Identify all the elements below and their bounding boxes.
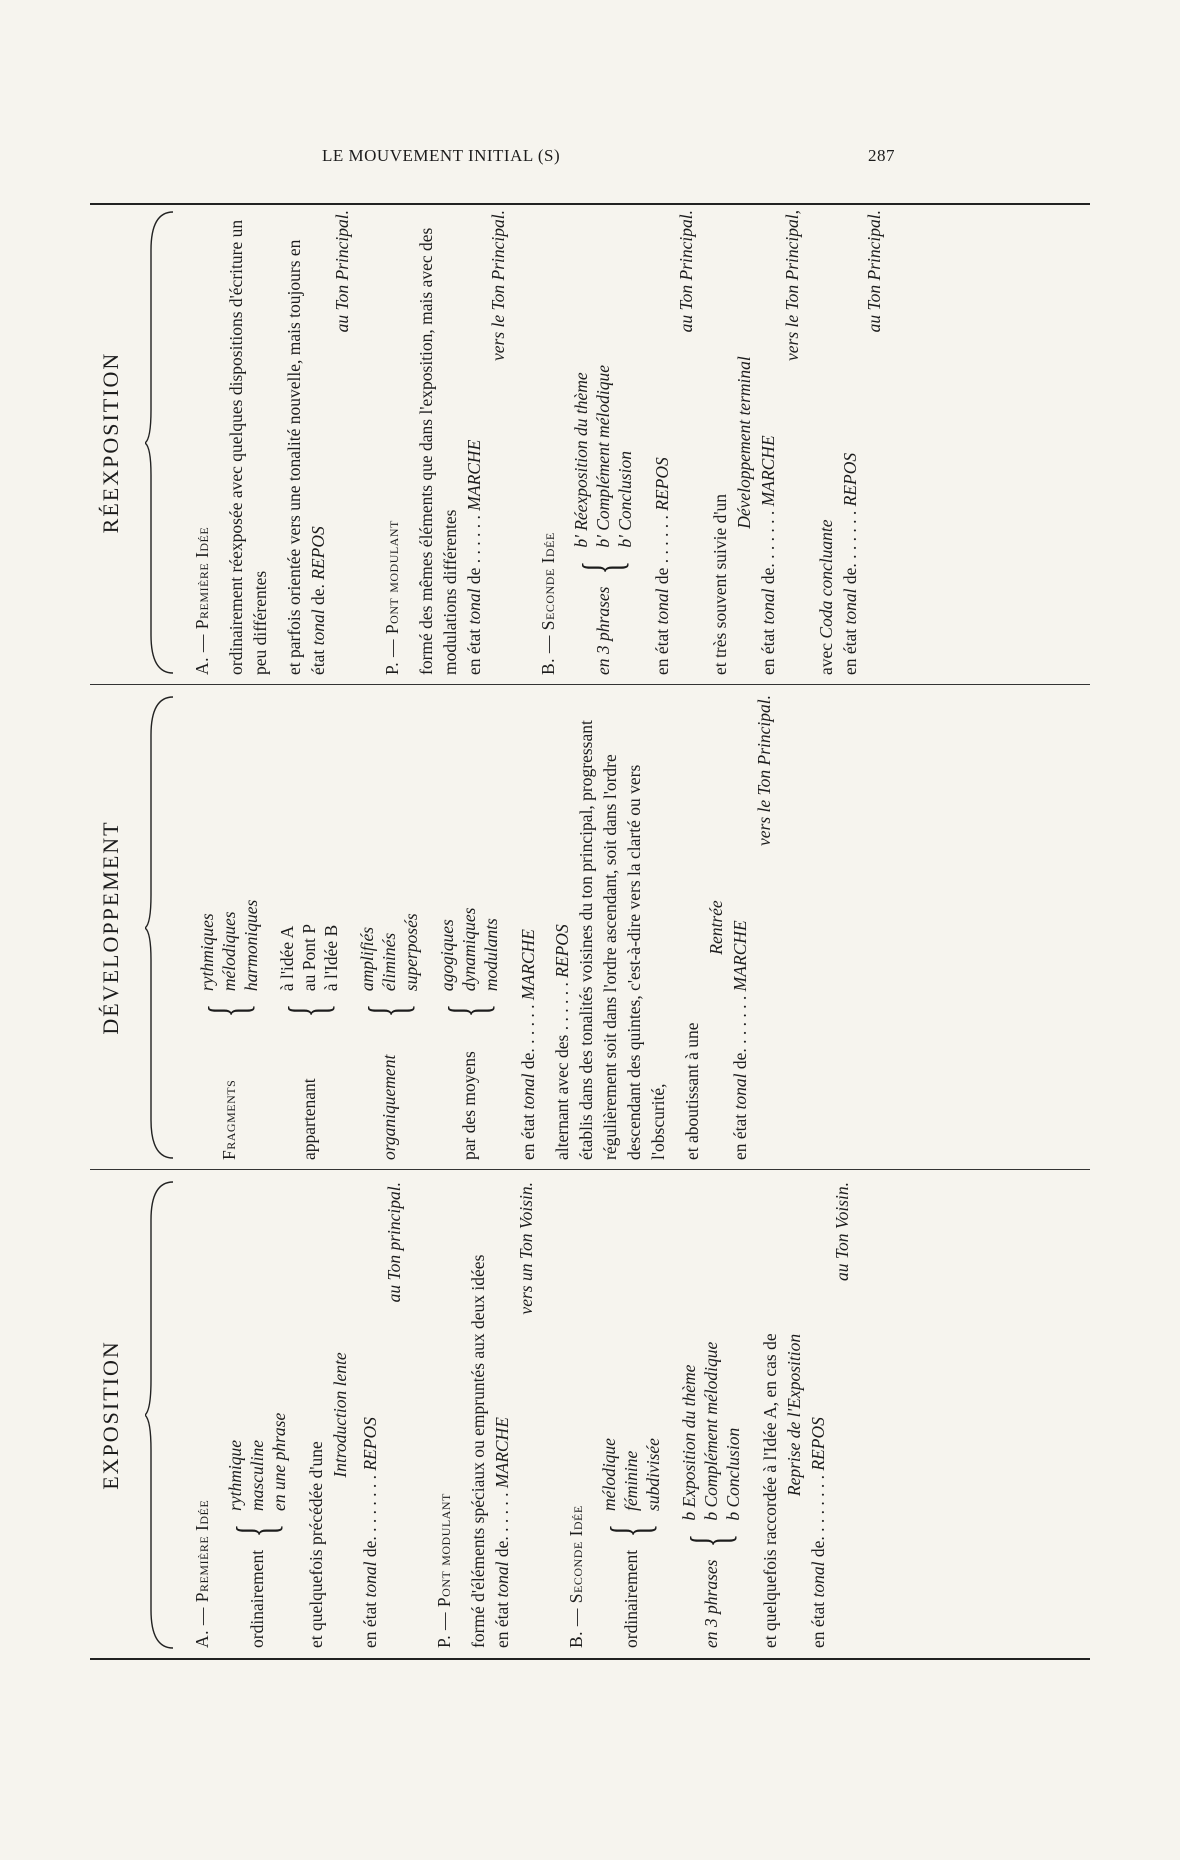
brace-symbol: { bbox=[680, 1533, 742, 1547]
dev-option: superposés bbox=[401, 913, 421, 992]
exp-first-idea-title: A. — Première Idée bbox=[192, 1499, 212, 1648]
page-number: 287 bbox=[868, 146, 895, 165]
exp-state-word: tonal bbox=[360, 1561, 380, 1598]
exp-second-state-suffix: de. bbox=[808, 1536, 828, 1558]
brace-symbol: { bbox=[600, 1523, 662, 1538]
rex-bridge-desc: formé des mêmes éléments que dans l'exposition, mais avec des modulations différentes bbox=[416, 227, 460, 675]
rex-terminal-italic: Développement terminal bbox=[734, 356, 754, 529]
rex-second-idea-title: B. — Seconde Idée bbox=[538, 532, 558, 675]
rex-coda-state-prefix: en état bbox=[840, 628, 860, 675]
column-reexposition bbox=[190, 210, 1080, 675]
exp-option: féminine bbox=[621, 1450, 641, 1511]
exp-intro: Introduction lente bbox=[330, 1352, 350, 1478]
exp-bridge-state-suffix: de. bbox=[492, 1536, 512, 1558]
rex-first-idea-title: A. — Première Idée bbox=[192, 526, 212, 675]
exp-state-suffix: de. bbox=[360, 1536, 380, 1558]
dev-belonging bbox=[276, 695, 342, 1160]
brace-symbol: { bbox=[572, 560, 634, 574]
dev-state2-result: MARCHE bbox=[730, 920, 750, 992]
rex-terminal-target: vers le Ton Principal, bbox=[782, 210, 802, 362]
rex-bridge-state-prefix: en état bbox=[464, 628, 484, 675]
rex-bridge-state-suffix: de bbox=[464, 567, 484, 585]
dev-option: modulants bbox=[481, 918, 501, 992]
rex-bridge-target: vers le Ton Principal. bbox=[488, 210, 508, 362]
exp-link: et quelquefois raccordée à l'Idée A, en cas de bbox=[760, 1333, 780, 1648]
exp-option: mélodique bbox=[599, 1438, 619, 1511]
dev-state1-suffix: de. bbox=[518, 1048, 538, 1070]
dev-state1-result: MARCHE bbox=[518, 929, 538, 1001]
leader-dots: . . . . . . bbox=[464, 515, 484, 564]
exp-intro-prefix: et quelquefois précédée d'une bbox=[306, 1441, 326, 1648]
exp-first-lead: ordinairement bbox=[247, 1549, 267, 1648]
leader-dots: . . . . . . bbox=[840, 510, 860, 559]
exp-bridge-desc: formé d'éléments spéciaux ou empruntés aux deux idées bbox=[468, 1254, 488, 1648]
rex-phrase: b' Complément mélodique bbox=[593, 365, 613, 548]
dev-state2-target: vers le Ton Principal. bbox=[754, 695, 774, 847]
dev-organic bbox=[356, 695, 422, 1160]
dev-option: harmoniques bbox=[241, 899, 261, 992]
exp-second-state-prefix: en état bbox=[808, 1601, 828, 1648]
rex-first-desc: ordinairement réexposée avec quelques dispositions d'écriture un peu différentes bbox=[226, 219, 270, 675]
exp-state-result: REPOS bbox=[360, 1417, 380, 1471]
exp-state-target: au Ton principal. bbox=[384, 1182, 404, 1303]
leader-dots: . . . . . bbox=[492, 1492, 512, 1532]
brace-symbol: { bbox=[358, 1003, 420, 1018]
rex-phrase: b' Réexposition du thème bbox=[571, 372, 591, 548]
exp-bridge-state-prefix: en état bbox=[492, 1601, 512, 1648]
brace-developpement bbox=[145, 695, 175, 1160]
exp-second-idea-title: B. — Seconde Idée bbox=[566, 1505, 586, 1648]
dev-alt-line: alternant avec des bbox=[552, 1034, 572, 1160]
exp-phrases-label: en 3 phrases bbox=[701, 1559, 721, 1648]
brace-exposition bbox=[145, 1180, 175, 1650]
rex-first-result: REPOS bbox=[308, 526, 328, 580]
dev-means-label: par des moyens bbox=[459, 1051, 479, 1160]
table-rule-bottom bbox=[90, 203, 1090, 205]
dev-option: à l'idée A bbox=[277, 925, 297, 992]
dev-option: rythmiques bbox=[197, 913, 217, 992]
rex-coda-state-word: tonal bbox=[840, 588, 860, 625]
exp-second-target: au Ton Voisin. bbox=[832, 1182, 852, 1282]
rex-second-state-suffix: de bbox=[652, 567, 672, 585]
exp-bridge-state-word: tonal bbox=[492, 1561, 512, 1598]
table-rule-top bbox=[90, 1658, 1090, 1660]
rex-bridge-title: P. — Pont modulant bbox=[382, 520, 402, 675]
rex-coda-italic: Coda concluante bbox=[816, 519, 836, 639]
exp-second-result: REPOS bbox=[808, 1417, 828, 1471]
dev-means bbox=[436, 695, 502, 1160]
dev-state1-prefix: en état bbox=[518, 1113, 538, 1160]
dev-fragments bbox=[196, 695, 262, 1160]
exp-phrase: b Complément mélodique bbox=[701, 1341, 721, 1521]
column-divider-2 bbox=[90, 684, 1090, 685]
exp-phrases bbox=[678, 1182, 744, 1648]
rex-phrase: b' Conclusion bbox=[615, 451, 635, 548]
dev-state2-suffix: de. bbox=[730, 1048, 750, 1070]
rex-phrases bbox=[570, 210, 636, 675]
rex-second-state-prefix: en état bbox=[652, 628, 672, 675]
exp-option: en une phrase bbox=[269, 1412, 289, 1511]
rex-orient-suffix: de. bbox=[308, 584, 328, 605]
leader-dots: . . . . . . . bbox=[360, 1474, 380, 1532]
dev-option: à l'Idée B bbox=[321, 924, 341, 992]
dev-option: au Pont P bbox=[299, 924, 319, 992]
exp-state-prefix: en état bbox=[360, 1601, 380, 1648]
dev-option: dynamiques bbox=[459, 907, 479, 992]
running-title: LE MOUVEMENT INITIAL (S) bbox=[322, 146, 561, 165]
dev-alt-text: établis dans des tonalités voisines du ton principal, progressant régulièrement soit dans l'ordre ascendant, soit dans l'ordre descendant des quintes, c'est-à-dire vers la clarté ou vers l'obscurité, bbox=[576, 720, 668, 1160]
dev-state1-word: tonal bbox=[518, 1073, 538, 1110]
exp-second-idea-options bbox=[598, 1182, 664, 1648]
exp-phrase: b Conclusion bbox=[723, 1427, 743, 1521]
leader-dots: . . . . . bbox=[518, 1004, 538, 1044]
dev-ending-italic: Rentrée bbox=[706, 900, 726, 955]
exp-option: rythmique bbox=[225, 1439, 245, 1511]
heading-developpement: DÉVELOPPEMENT bbox=[98, 820, 123, 1035]
exp-phrase: b Exposition du thème bbox=[679, 1364, 699, 1521]
brace-symbol: { bbox=[198, 1003, 260, 1018]
heading-exposition: EXPOSITION bbox=[98, 1340, 123, 1490]
rex-coda-target: au Ton Principal. bbox=[864, 210, 884, 333]
exp-second-lead: ordinairement bbox=[621, 1549, 641, 1648]
dev-belonging-label: appartenant bbox=[299, 1078, 319, 1160]
exp-second-state-word: tonal bbox=[808, 1561, 828, 1598]
column-developpement bbox=[190, 695, 1080, 1160]
exp-bridge-result: MARCHE bbox=[492, 1417, 512, 1489]
dev-option: amplifiés bbox=[357, 926, 377, 992]
leader-dots: . . . . . . . bbox=[808, 1474, 828, 1532]
rex-terminal-state-suffix: de. bbox=[758, 563, 778, 585]
brace-symbol: { bbox=[226, 1523, 288, 1538]
exp-bridge-target: vers un Ton Voisin. bbox=[516, 1182, 536, 1315]
exp-first-idea-options bbox=[224, 1182, 290, 1648]
brace-symbol: { bbox=[438, 1003, 500, 1018]
leader-dots: . . . . . . bbox=[552, 982, 572, 1031]
rex-terminal-prefix: et très souvent suivie d'un bbox=[710, 493, 730, 675]
heading-reexposition: RÉEXPOSITION bbox=[98, 351, 123, 534]
rex-coda-result: REPOS bbox=[840, 452, 860, 507]
dev-organic-label: organiquement bbox=[379, 1054, 399, 1160]
form-table bbox=[90, 200, 1090, 1660]
leader-dots: . . . . . . bbox=[652, 515, 672, 564]
exp-bridge-title: P. — Pont modulant bbox=[434, 1493, 454, 1648]
rex-coda-state-suffix: de. bbox=[840, 563, 860, 585]
leader-dots: . . . . . . bbox=[758, 510, 778, 559]
exp-option: subdivisée bbox=[643, 1438, 663, 1511]
rex-bridge-state-word: tonal bbox=[464, 588, 484, 625]
dev-state2-prefix: en état bbox=[730, 1113, 750, 1160]
rex-coda-prefix: avec bbox=[816, 642, 836, 675]
column-divider-1 bbox=[90, 1169, 1090, 1170]
rex-orient-word: tonal bbox=[308, 609, 328, 646]
dev-option: éliminés bbox=[379, 932, 399, 992]
rex-second-state-word: tonal bbox=[652, 588, 672, 625]
brace-reexposition bbox=[145, 210, 175, 675]
rex-terminal-state-prefix: en état bbox=[758, 628, 778, 675]
rex-phrases-label: en 3 phrases bbox=[593, 586, 613, 675]
exp-link-italic: Reprise de l'Exposition bbox=[784, 1333, 804, 1497]
dev-state2-word: tonal bbox=[730, 1073, 750, 1110]
dev-ending-prefix: et aboutissant à une bbox=[682, 1022, 702, 1160]
dev-option: agogiques bbox=[437, 919, 457, 992]
rex-terminal-state-word: tonal bbox=[758, 588, 778, 625]
rex-bridge-result: MARCHE bbox=[464, 439, 484, 511]
dev-alt-result: REPOS bbox=[552, 924, 572, 978]
rex-terminal-result: MARCHE bbox=[758, 435, 778, 507]
rex-second-result: REPOS bbox=[652, 457, 672, 511]
exp-option: masculine bbox=[247, 1439, 267, 1511]
dev-option: mélodiques bbox=[219, 911, 239, 992]
rex-first-target: au Ton Principal. bbox=[332, 210, 352, 333]
rex-orient: et parfois orientée vers une tonalité nouvelle, mais toujours en état bbox=[284, 239, 328, 675]
brace-symbol: { bbox=[278, 1003, 340, 1018]
column-exposition bbox=[190, 1182, 1080, 1648]
dev-fragments-label: Fragments bbox=[219, 1079, 239, 1160]
rex-second-target: au Ton Principal. bbox=[676, 210, 696, 333]
leader-dots: . . . . . . bbox=[730, 995, 750, 1044]
